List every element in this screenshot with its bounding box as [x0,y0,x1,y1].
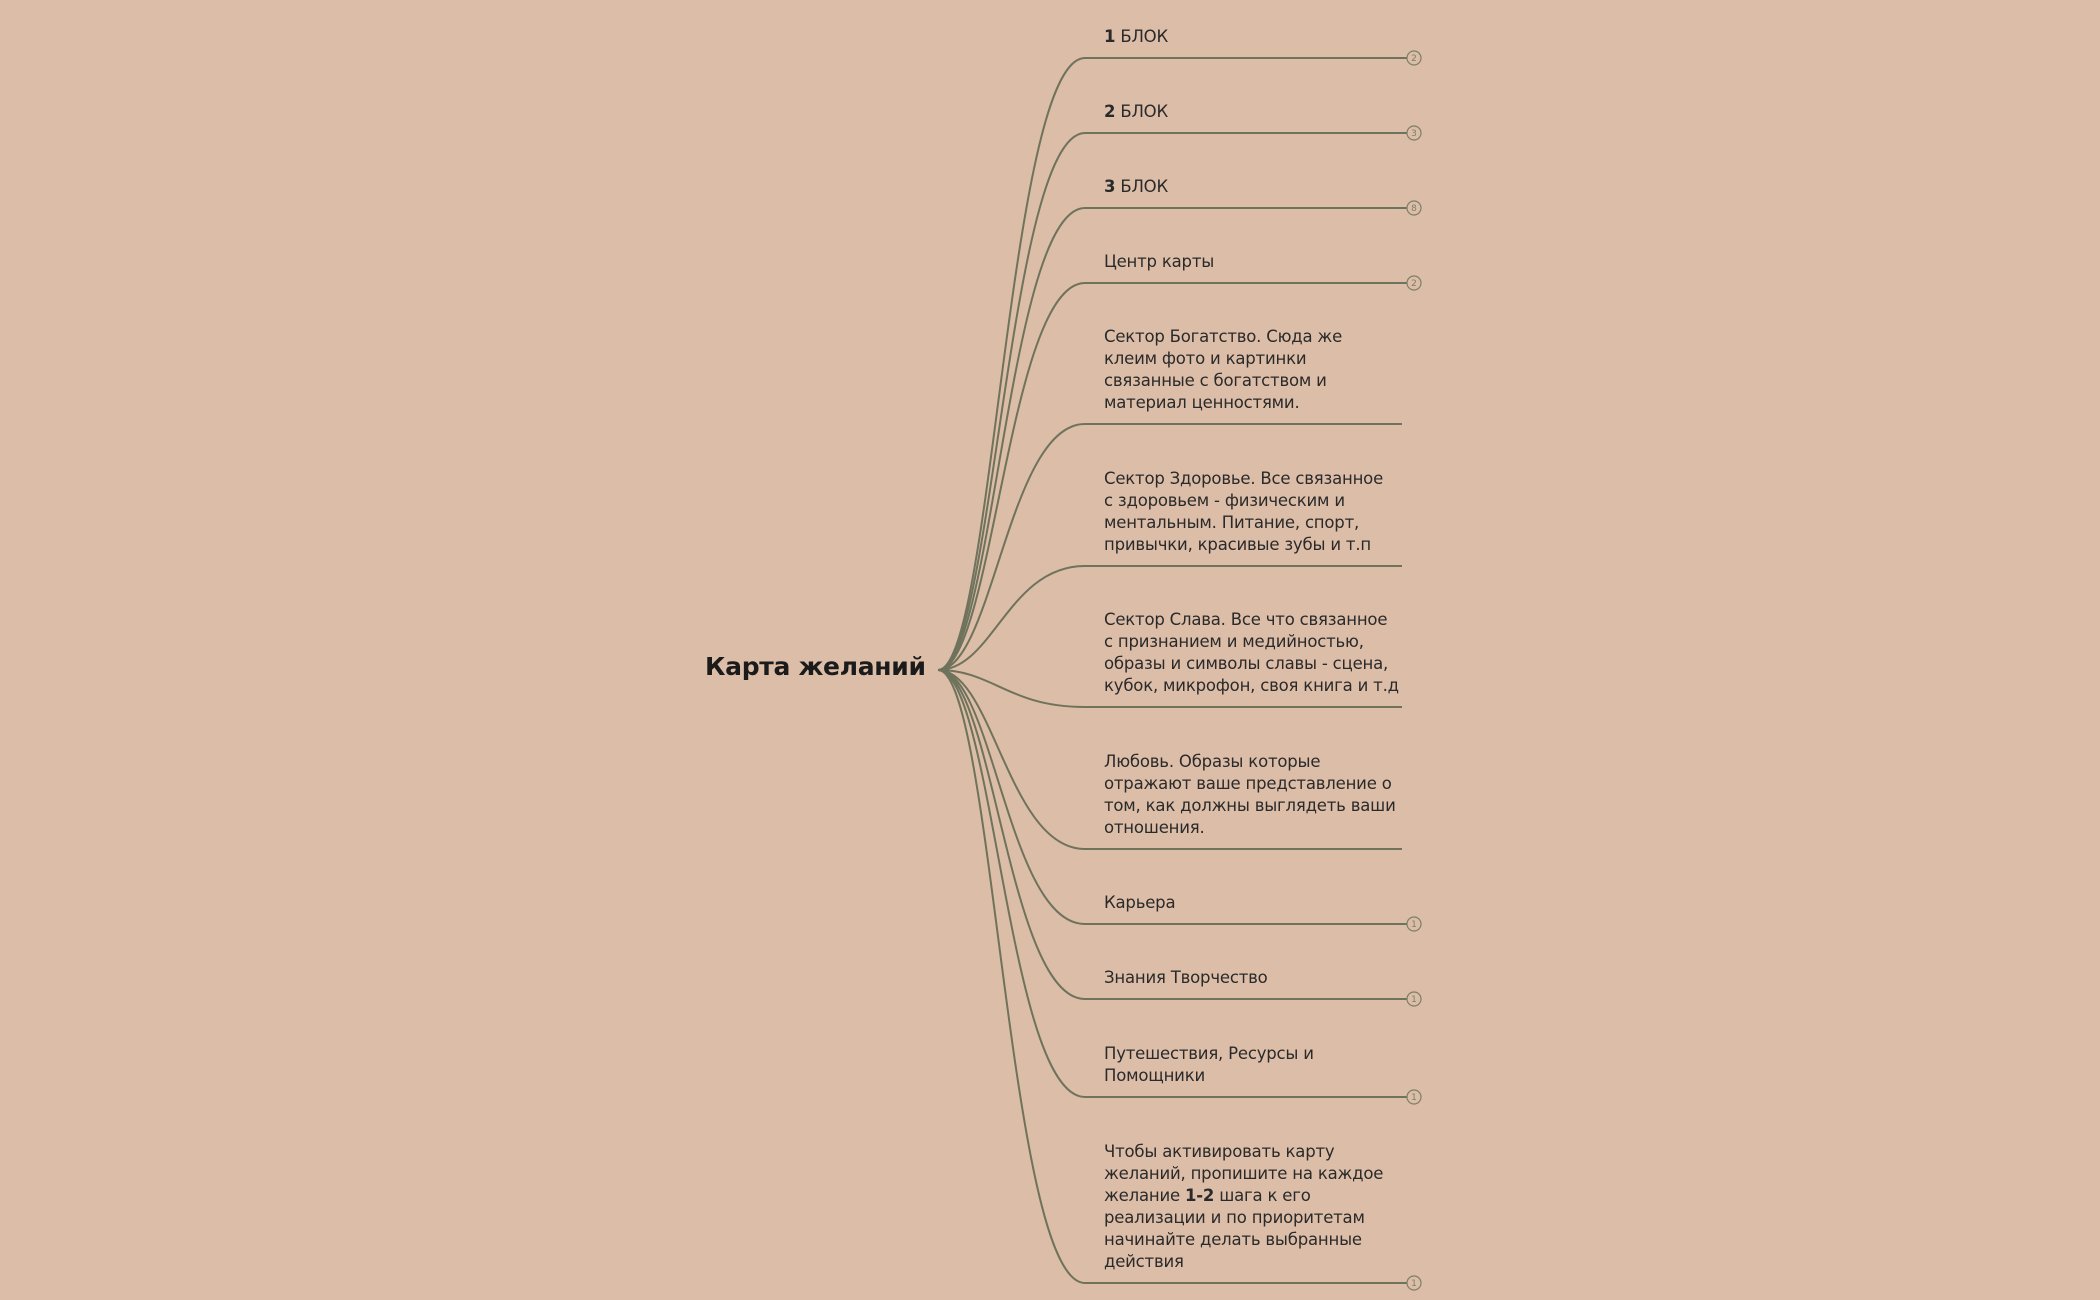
node-text-line: 3 БЛОК [1104,177,1168,196]
svg-text:1: 1 [1411,1279,1417,1290]
node-text-line: желаний, пропишите на каждое [1104,1164,1384,1183]
collapse-count-badge[interactable] [1407,992,1421,1006]
branch-node[interactable] [1104,967,1404,989]
node-text-line: желание 1-2 шага к его [1104,1186,1311,1205]
node-text-line: Чтобы активировать карту [1104,1142,1335,1161]
node-text-line: с здоровьем - физическим и [1104,491,1345,510]
node-text-line: 2 БЛОК [1104,102,1168,121]
node-text-line: Сектор Слава. Все что связанное [1104,610,1388,629]
branch-node[interactable] [1104,1043,1404,1087]
node-text-line: Знания Творчество [1104,968,1268,987]
node-text-line: Путешествия, Ресурсы и [1104,1044,1314,1063]
collapse-count-badge[interactable] [1407,1090,1421,1104]
branch-node[interactable] [1104,176,1404,198]
branch-node[interactable] [1104,251,1404,273]
collapse-count-badge[interactable] [1407,276,1421,290]
branch-node[interactable] [1104,609,1404,697]
node-text-line: действия [1104,1252,1184,1271]
node-text-line: Карьера [1104,893,1176,912]
branch-node[interactable] [1104,468,1404,556]
svg-text:1: 1 [1411,995,1417,1006]
node-text-line: кубок, микрофон, своя книга и т.д [1104,676,1399,695]
svg-text:1: 1 [1411,1093,1417,1104]
node-text-line: ментальным. Питание, спорт, [1104,513,1360,532]
branch-node[interactable] [1104,1141,1404,1273]
svg-text:2: 2 [1411,54,1417,65]
svg-text:2: 2 [1411,279,1417,290]
branch-node[interactable] [1104,751,1404,839]
node-text-line: материал ценностями. [1104,393,1300,412]
node-text-line: том, как должны выглядеть ваши [1104,796,1396,815]
collapse-count-badge[interactable] [1407,51,1421,65]
node-text-line: Сектор Здоровье. Все связанное [1104,469,1384,488]
branch-node[interactable] [1104,26,1404,48]
branch-line [938,670,1407,1097]
svg-text:8: 8 [1411,204,1417,215]
node-text-line: связанные с богатством и [1104,371,1327,390]
collapse-count-badge[interactable] [1407,1276,1421,1290]
branch-line [938,208,1407,670]
collapse-count-badge[interactable] [1407,201,1421,215]
node-text-line: 1 БЛОК [1104,27,1168,46]
collapse-count-badge[interactable] [1407,917,1421,931]
root-node-title[interactable]: Карта желаний [705,652,926,681]
node-text-line: Сектор Богатство. Сюда же [1104,327,1343,346]
branch-node[interactable] [1104,101,1404,123]
collapse-count-badge[interactable] [1407,126,1421,140]
node-text-line: привычки, красивые зубы и т.п [1104,535,1371,554]
node-text-line: начинайте делать выбранные [1104,1230,1362,1249]
node-text-line: Центр карты [1104,252,1215,271]
node-text-line: образы и символы славы - сцена, [1104,654,1389,673]
node-text-line: Помощники [1104,1066,1205,1085]
node-text-line: отражают ваше представление о [1104,774,1392,793]
node-text-line: реализации и по приоритетам [1104,1208,1365,1227]
branch-node[interactable] [1104,326,1404,414]
branch-node[interactable] [1104,892,1404,914]
node-text-line: клеим фото и картинки [1104,349,1307,368]
node-text-line: Любовь. Образы которые [1104,752,1321,771]
svg-text:1: 1 [1411,920,1417,931]
node-text-line: отношения. [1104,818,1205,837]
node-text-line: с признанием и медийностью, [1104,632,1364,651]
svg-text:3: 3 [1411,129,1417,140]
